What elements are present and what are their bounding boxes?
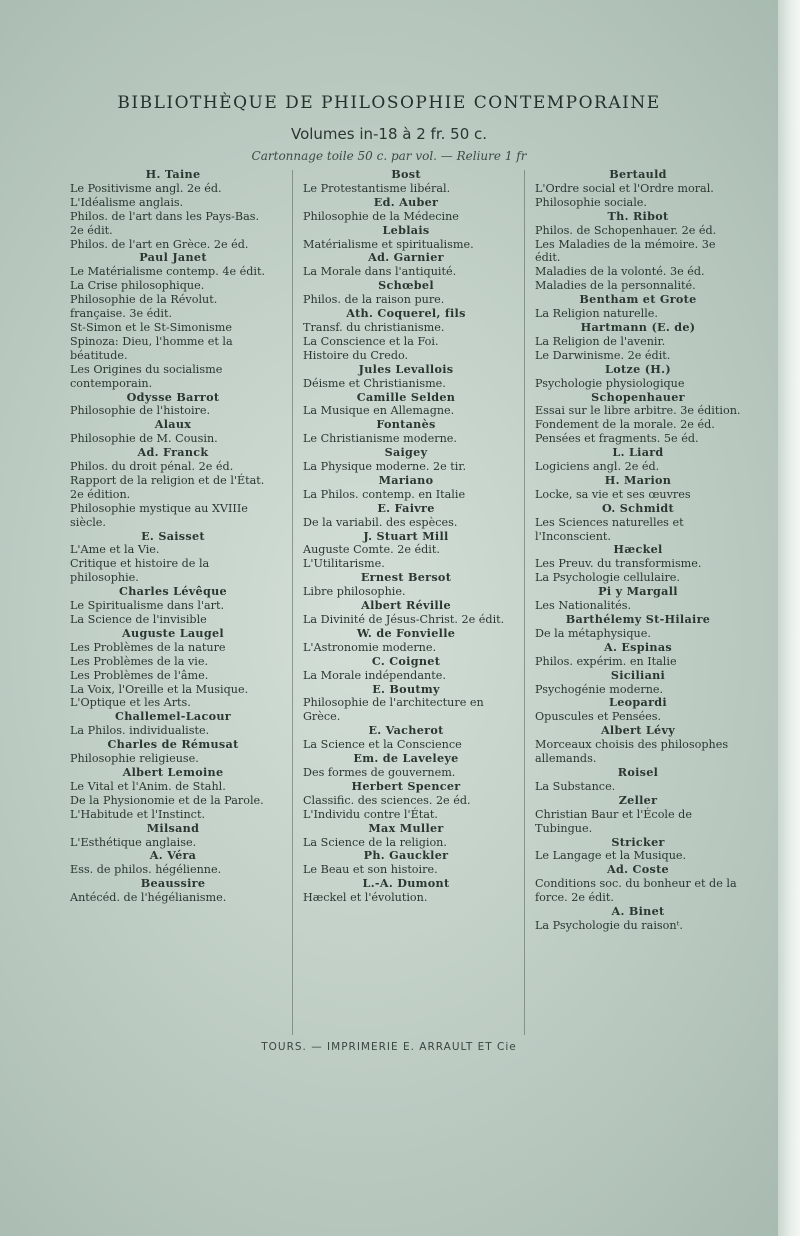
author-name: E. Saisset [141,528,205,543]
book-title: La Conscience et la Foi. [303,334,439,348]
book-title: Maladies de la volonté. 3e éd. [535,265,705,279]
book-title: Fondement de la morale. 2e éd. [535,418,715,432]
book-title: Les Origines du socialisme contemporain. [70,362,223,390]
book-title: Locke, sa vie et ses œuvres [535,487,691,501]
author-name: W. de Fonvielle [356,625,456,640]
book-title: Spinoza: Dieu, l'homme et la béatitude. [70,334,233,362]
author-name: Ph. Gauckler [363,848,449,863]
column-divider [524,170,525,1035]
printer-imprint: TOURS. — IMPRIMERIE E. ARRAULT ET Cie [261,1041,517,1053]
author-name: Siciliani [610,667,666,682]
author-name: Auguste Laugel [122,625,224,640]
book-title: Morceaux choisis des philosophes allemands. [535,738,729,766]
author-name: L. Liard [612,445,664,460]
book-title: Le Positivisme angl. 2e éd. [70,181,222,195]
author-name: E. Boutmy [372,681,440,696]
author-name: Lotze (H.) [605,361,671,376]
author-name: Em. de Laveleye [353,751,459,766]
author-name: Ad. Franck [137,445,209,460]
book-title: La Voix, l'Oreille et la Musique. [70,682,249,696]
book-title: Critique et histoire de la philosophie. [70,557,210,585]
book-title: Les Preuv. du transformisme. [535,557,702,571]
author-name: Albert Réville [361,598,451,613]
book-title: Philosophie de l'architecture en Grèce. [303,696,484,724]
book-title: Les Problèmes de la nature [70,640,226,654]
catalog-column-3 [535,168,741,933]
binding-price: Cartonnage toile 50 c. par vol. — Reliure 1 fr [251,149,527,163]
book-title: Matérialisme et spiritualisme. [303,237,474,251]
author-name: Challemel-Lacour [115,709,231,724]
author-name: Bentham et Grote [579,292,697,307]
author-name: Zeller [618,792,658,807]
book-title: Philos. de Schopenhauer. 2e éd. [535,223,717,237]
author-name: Leopardi [609,695,667,710]
book-title: Philosophie de la Révolut. française. 3e édit. [70,293,218,321]
book-title: Des formes de gouvernem. [303,765,456,779]
book-title: Les Maladies de la mémoire. 3e édit. [535,237,716,265]
book-title: L'Esthétique anglaise. [70,835,197,849]
author-name: Jules Levallois [358,361,454,376]
book-title: La Divinité de Jésus-Christ. 2e édit. [303,613,505,626]
author-name: Charles Lévêque [119,584,227,599]
book-title: La Science de la religion. [303,835,447,849]
book-title: Le Vital et l'Anim. de Stahl. [70,779,226,793]
book-title: Philosophie de la Médecine [303,209,459,223]
author-name: Ad. Coste [607,862,669,877]
book-title: Libre philosophie. [303,585,406,599]
book-title: Les Problèmes de la vie. [70,654,209,668]
author-name: Barthélemy St-Hilaire [565,612,711,626]
author-name: Ath. Coquerel, fils [346,306,466,321]
author-name: Schœbel [378,278,434,293]
book-title: Psychogénie moderne. [535,682,664,696]
book-title: Les Sciences naturelles et l'Inconscient. [535,515,684,543]
page-edge [778,0,800,1236]
author-name: Paul Janet [139,250,207,265]
author-name: H. Marion [604,472,672,487]
book-title: Conditions soc. du bonheur et de la force. 2e édit. [535,877,737,905]
series-title: BIBLIOTHÈQUE DE PHILOSOPHIE CONTEMPORAINE [117,93,661,113]
book-title: De la Physionomie et de la Parole. [70,793,264,807]
author-name: Ed. Auber [373,194,439,209]
author-name: Pi y Margall [598,584,678,599]
author-name: Ernest Bersot [360,570,452,585]
book-title: Psychologie physiologique [535,376,685,390]
book-title: Le Matérialisme contemp. 4e édit. [70,265,266,279]
book-title: St-Simon et le St-Simonisme [70,320,232,334]
book-title: L'Idéalisme anglais. [70,195,184,209]
author-name: Fontanès [376,417,436,432]
author-name: C. Coignet [371,653,441,668]
author-name: Beaussire [140,876,206,891]
author-name: Hartmann (E. de) [580,319,696,334]
book-title: Philosophie mystique au XVIIIe siècle. [70,501,248,529]
book-title: La Philos. contemp. en Italie [303,487,466,501]
column-divider [292,170,293,1035]
book-title: Philosophie sociale. [535,195,647,209]
book-title: Essai sur le libre arbitre. 3e édition. [535,404,741,418]
author-name: Odysse Barrot [126,389,220,404]
book-title: L'Ame et la Vie. [70,543,160,557]
book-title: Les Problèmes de l'âme. [70,668,209,682]
book-title: Auguste Comte. 2e édit. [303,543,440,557]
author-name: Th. Ribot [607,208,669,223]
author-name: Roisel [617,764,659,779]
book-title: Le Christianisme moderne. [303,432,457,446]
book-title: Ess. de philos. hégélienne. [70,863,222,877]
author-name: A. Espinas [603,639,673,654]
book-title: La Substance. [535,779,616,793]
author-name: Hæckel [613,542,663,557]
book-title: L'Optique et les Arts. [70,696,191,710]
author-name: Milsand [146,820,200,835]
book-title: Pensées et fragments. 5e éd. [535,432,699,446]
author-name: E. Faivre [377,500,435,515]
author-name: O. Schmidt [602,500,674,515]
book-title: La Psychologie cellulaire. [535,571,680,585]
book-title: Maladies de la personnalité. [535,279,696,293]
book-title: Le Darwinisme. 2e édit. [535,348,671,362]
book-title: L'Astronomie moderne. [303,640,437,654]
book-title: Philosophie de M. Cousin. [70,432,218,446]
book-title: La Philos. individualiste. [70,724,210,738]
catalog-column-1 [70,168,276,905]
book-title: La Crise philosophique. [70,279,205,293]
book-title: La Morale indépendante. [303,668,446,682]
book-title: Le Beau et son histoire. [303,863,438,877]
author-name: E. Vacherot [368,723,444,738]
book-title: Classific. des sciences. 2e éd. [303,793,471,807]
book-title: Philos. de la raison pure. [303,293,445,307]
author-name: Charles de Rémusat [107,737,239,752]
book-title: Le Protestantisme libéral. [303,181,451,195]
book-title: La Morale dans l'antiquité. [303,265,457,279]
book-title: Philos. du droit pénal. 2e éd. [70,460,234,474]
author-name: Bertauld [609,167,667,181]
author-name: Albert Lemoine [122,764,224,779]
book-title: La Psychologie du raisonᵗ. [535,918,683,932]
author-name: Albert Lévy [600,723,676,738]
author-name: Ad. Garnier [368,250,444,265]
book-title: Le Langage et la Musique. [535,849,687,863]
book-title: La Science et la Conscience [303,738,462,752]
book-title: Christian Baur et l'École de Tubingue. [535,807,692,835]
author-name: Saigey [384,445,428,460]
catalog-column-2 [303,168,509,905]
author-name: Max Muller [368,820,444,835]
author-name: Schopenhauer [591,389,685,404]
author-name: J. Stuart Mill [363,528,449,543]
book-title: La Religion de l'avenir. [535,334,666,348]
author-name: Camille Selden [356,389,456,404]
book-title: La Physique moderne. 2e tir. [303,460,467,474]
book-title: L'Utilitarisme. [303,557,385,571]
author-name: Leblais [382,222,430,237]
book-title: Logiciens angl. 2e éd. [535,460,660,474]
volumes-price: Volumes in-18 à 2 fr. 50 c. [290,125,488,143]
author-name: Bost [391,167,421,181]
book-title: Rapport de la religion et de l'État. 2e édition. [70,473,265,501]
book-title: Hæckel et l'évolution. [303,891,428,905]
book-title: De la métaphysique. [535,626,651,640]
book-title: Histoire du Credo. [303,348,409,362]
author-name: Mariano [378,472,434,487]
author-name: Stricker [611,834,665,849]
book-title: Philos. expérim. en Italie [535,654,677,668]
author-name: A. Binet [611,904,665,919]
author-name: H. Taine [145,167,201,181]
author-name: A. Véra [149,848,197,863]
book-title: L'Ordre social et l'Ordre moral. [535,181,714,195]
book-title: La Musique en Allemagne. [303,404,455,418]
book-title: L'Habitude et l'Instinct. [70,807,205,821]
book-title: Les Nationalités. [535,599,632,613]
book-title: Transf. du christianisme. [303,320,445,334]
author-name: Herbert Spencer [351,778,461,793]
book-title: La Religion naturelle. [535,307,658,321]
book-title: Déisme et Christianisme. [303,376,446,390]
book-title: De la variabil. des espèces. [303,515,458,529]
book-title: La Science de l'invisible [70,613,207,626]
book-title: Antécéd. de l'hégélianisme. [70,891,227,905]
book-title: Philosophie religieuse. [70,752,199,766]
book-title: Philos. de l'art en Grèce. 2e éd. [70,237,249,251]
book-title: L'Individu contre l'État. [303,807,438,821]
author-name: Alaux [154,417,192,432]
book-title: Opuscules et Pensées. [535,710,662,724]
author-name: L.-A. Dumont [362,876,450,891]
book-title: Philosophie de l'histoire. [70,404,211,418]
book-title: Philos. de l'art dans les Pays-Bas. 2e édit. [70,209,260,237]
book-title: Le Spiritualisme dans l'art. [70,599,225,613]
